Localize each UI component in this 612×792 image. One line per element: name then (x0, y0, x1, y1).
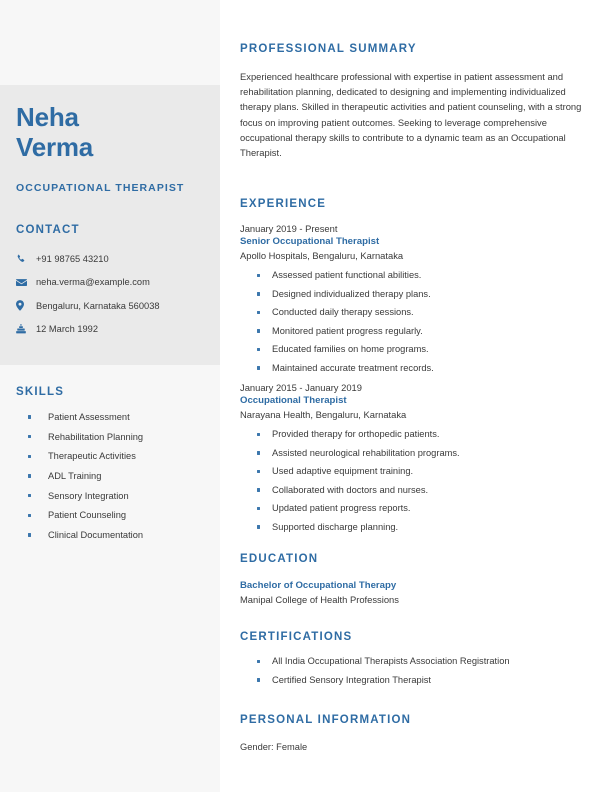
map-pin-icon (16, 300, 36, 311)
list-item (240, 502, 592, 521)
bullet-icon (240, 447, 272, 460)
job-dates: January 2015 - January 2019 (240, 382, 362, 393)
experience-entry (240, 222, 592, 380)
professional-summary-heading: PROFESSIONAL SUMMARY (240, 43, 417, 55)
list-item (28, 508, 218, 528)
contact-location-text: Bengaluru, Karnataka 560038 (36, 300, 160, 311)
bullet-icon (28, 508, 48, 522)
list-item (240, 325, 592, 344)
bullet-icon (240, 502, 272, 515)
skills-section-heading: SKILLS (16, 386, 65, 398)
job-company: Apollo Hospitals, Bengaluru, Karnataka (240, 250, 404, 261)
skill-label: Patient Assessment (48, 412, 130, 422)
bullet-text: Used adaptive equipment training. (272, 466, 414, 476)
bullet-icon (28, 489, 48, 503)
bullet-icon (240, 674, 272, 687)
bullet-text: Assessed patient functional abilities. (272, 270, 422, 280)
bullet-text: Assisted neurological rehabilitation programs. (272, 447, 460, 458)
bullet-text: Updated patient progress reports. (272, 503, 411, 513)
bullet-text: Designed individualized therapy plans. (272, 288, 431, 299)
professional-summary-text: Experienced healthcare professional with expertise in patient assessment and rehabilitation planning, dedicated to designing and implementing individualized therapy plans. Skilled in therapeutic activities and patient counseling, with a strong focus on improving patient outcomes. Seeking to leverage comprehensive occupational therapy skills to contribute to a dynamic team as an Occupational Therapist. (240, 71, 582, 159)
bullet-icon (240, 288, 272, 301)
education-entry (240, 579, 592, 607)
list-item (240, 306, 592, 325)
bullet-icon (240, 521, 272, 534)
personal-information-heading: PERSONAL INFORMATION (240, 714, 412, 726)
bullet-icon (240, 655, 272, 668)
skill-label: Rehabilitation Planning (48, 431, 144, 442)
certifications-list (240, 655, 592, 692)
bullet-text: Conducted daily therapy sessions. (272, 307, 414, 317)
job-company: Narayana Health, Bengaluru, Karnataka (240, 409, 407, 420)
bullet-icon (240, 343, 272, 356)
list-item (240, 521, 592, 540)
bullet-text: Monitored patient progress regularly. (272, 325, 423, 336)
list-item (240, 465, 592, 484)
list-item (28, 469, 218, 489)
skill-label: Therapeutic Activities (48, 451, 136, 462)
birthday-cake-icon (16, 324, 36, 335)
list-item (240, 343, 592, 362)
certification-text: Certified Sensory Integration Therapist (272, 674, 431, 685)
contact-item-location (16, 294, 216, 318)
name-last: Verma (16, 132, 94, 162)
bullet-text: Maintained accurate treatment records. (272, 362, 434, 373)
experience-entry (240, 381, 592, 539)
bullet-icon (240, 465, 272, 478)
sidebar-content (0, 0, 220, 792)
bullet-text: Collaborated with doctors and nurses. (272, 484, 429, 495)
bullet-icon (28, 430, 48, 444)
education-school: Manipal College of Health Professions (240, 594, 399, 605)
list-item (240, 484, 592, 503)
list-item (28, 410, 218, 430)
contact-section-heading: CONTACT (16, 224, 80, 236)
list-item (240, 674, 592, 693)
bullet-icon (240, 362, 272, 375)
list-item (28, 430, 218, 450)
contact-item-birthdate (16, 318, 216, 342)
bullet-icon (240, 428, 272, 441)
job-dates: January 2019 - Present (240, 223, 338, 234)
envelope-icon (16, 278, 36, 287)
list-item (28, 489, 218, 509)
list-item (28, 528, 218, 548)
bullet-icon (240, 484, 272, 497)
contact-item-phone (16, 247, 216, 271)
job-title: Senior Occupational Therapist (240, 236, 380, 247)
bullet-icon (28, 469, 48, 483)
education-heading: EDUCATION (240, 553, 319, 565)
bullet-icon (28, 410, 48, 424)
list-item (240, 269, 592, 288)
personal-information-text: Gender: Female (240, 742, 308, 752)
certifications-heading: CERTIFICATIONS (240, 631, 353, 643)
skill-label: Sensory Integration (48, 490, 129, 501)
bullet-icon (28, 449, 48, 463)
skill-label: Clinical Documentation (48, 530, 144, 541)
skill-label: Patient Counseling (48, 510, 127, 521)
contact-email-text: neha.verma@example.com (36, 277, 150, 288)
candidate-role: OCCUPATIONAL THERAPIST (16, 182, 185, 194)
experience-heading: EXPERIENCE (240, 198, 327, 210)
certification-text: All India Occupational Therapists Association Registration (272, 656, 510, 666)
skill-label: ADL Training (48, 471, 102, 482)
bullet-text: Educated families on home programs. (272, 344, 429, 354)
candidate-name (16, 102, 212, 162)
skills-list (28, 410, 218, 548)
list-item (240, 655, 592, 674)
job-bullet-list (240, 428, 592, 539)
bullet-icon (240, 306, 272, 319)
job-bullet-list (240, 269, 592, 380)
job-title: Occupational Therapist (240, 395, 347, 406)
bullet-text: Provided therapy for orthopedic patients. (272, 429, 440, 439)
bullet-icon (240, 269, 272, 282)
list-item (240, 362, 592, 381)
list-item (240, 428, 592, 447)
bullet-icon (240, 325, 272, 338)
list-item (28, 449, 218, 469)
contact-birthdate-text: 12 March 1992 (36, 324, 99, 335)
list-item (240, 447, 592, 466)
contact-item-email (16, 271, 216, 295)
contact-list (16, 247, 216, 341)
phone-icon (16, 254, 36, 264)
education-degree: Bachelor of Occupational Therapy (240, 580, 397, 591)
name-first: Neha (16, 102, 79, 132)
bullet-icon (28, 528, 48, 542)
list-item (240, 288, 592, 307)
contact-phone-text: +91 98765 43210 (36, 253, 109, 264)
bullet-text: Supported discharge planning. (272, 521, 399, 532)
